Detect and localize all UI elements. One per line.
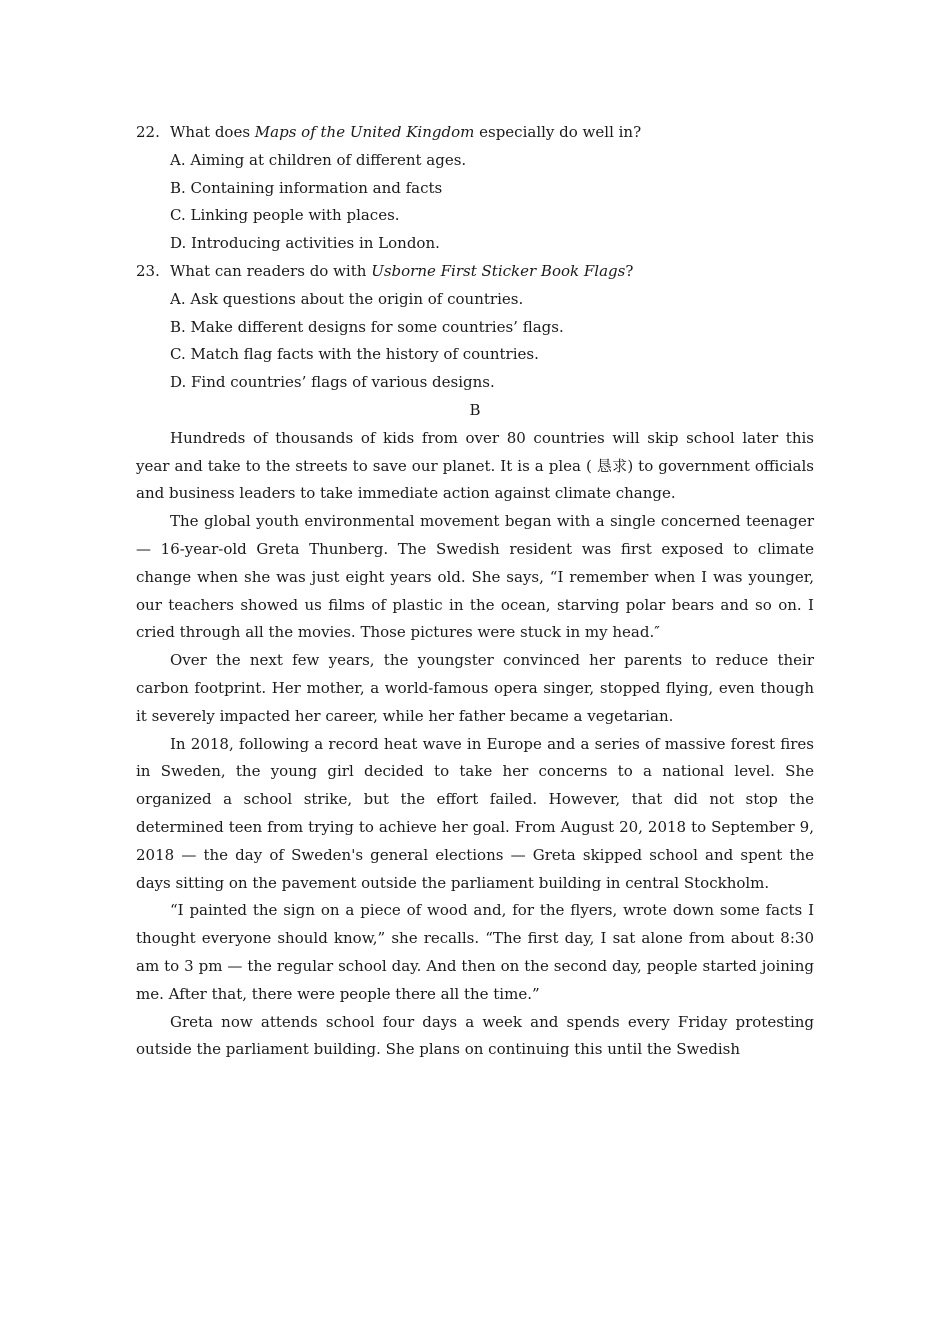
question-22	[136, 119, 814, 258]
book-title: Usborne First Sticker Book Flags	[371, 261, 626, 280]
section-heading: B	[469, 400, 481, 419]
passage-paragraph: Hundreds of thousands of kids from over 80 countries will skip school later this year and take to the streets to save our planet. It is a plea ( 恳求) to government officials and business leaders to take immediate action against climate change.	[136, 428, 814, 503]
option-c: C. Match flag facts with the history of countries.	[170, 345, 539, 364]
question-number: 22.	[136, 123, 160, 141]
exam-page	[136, 119, 814, 1064]
stem-text: ?	[625, 261, 634, 280]
option-c: C. Linking people with places.	[170, 206, 400, 225]
passage-paragraph: “I painted the sign on a piece of wood and, for the flyers, wrote down some facts I thought everyone should know,” she recalls. “The first day, I sat alone from about 8:30 am to 3 pm — the regular school day. And then on the second day, people started joining me. After that, there were people there all the time.”	[136, 901, 814, 1003]
question-stem	[136, 119, 814, 147]
option-d: D. Introducing activities in London.	[170, 234, 440, 253]
passage-paragraph: Greta now attends school four days a week and spends every Friday protesting outside the parliament building. She plans on continuing this until the Swedish	[136, 1012, 814, 1059]
option-d: D. Find countries’ flags of various designs.	[170, 373, 495, 392]
stem-text: What can readers do with	[170, 261, 372, 280]
option-b: B. Containing information and facts	[170, 178, 443, 197]
passage-paragraph: Over the next few years, the youngster convinced her parents to reduce their carbon footprint. Her mother, a world-famous opera singer, stopped flying, even though it severely impacted her career, while her father became a vegetarian.	[136, 651, 814, 725]
question-stem	[136, 258, 814, 286]
book-title: Maps of the United Kingdom	[254, 123, 475, 141]
option-a: A. Aiming at children of different ages.	[170, 150, 467, 169]
stem-text: especially do well in?	[474, 123, 642, 141]
stem-text: What does	[170, 123, 255, 141]
option-a: A. Ask questions about the origin of countries.	[170, 289, 524, 308]
passage-paragraph: The global youth environmental movement began with a single concerned teenager — 16-year-old Greta Thunberg. The Swedish resident was first exposed to climate change when she was just eight years old. She says, “I remember when I was younger, our teachers showed us films of plastic in the ocean, starving polar bears and so on. I cried through all the movies. Those pictures were stuck in my head.″	[136, 512, 814, 642]
passage-paragraph: In 2018, following a record heat wave in Europe and a series of massive forest fires in Sweden, the young girl decided to take her concerns to a national level. She organized a school strike, but the effort failed. However, that did not stop the determined teen from trying to achieve her goal. From August 20, 2018 to September 9, 2018 — the day of Sweden's general elections — Greta skipped school and spent the days sitting on the pavement outside the parliament building in central Stockholm.	[136, 734, 814, 892]
question-23	[136, 258, 814, 397]
question-number: 23.	[136, 261, 160, 280]
option-b: B. Make different designs for some countries’ flags.	[170, 317, 564, 336]
